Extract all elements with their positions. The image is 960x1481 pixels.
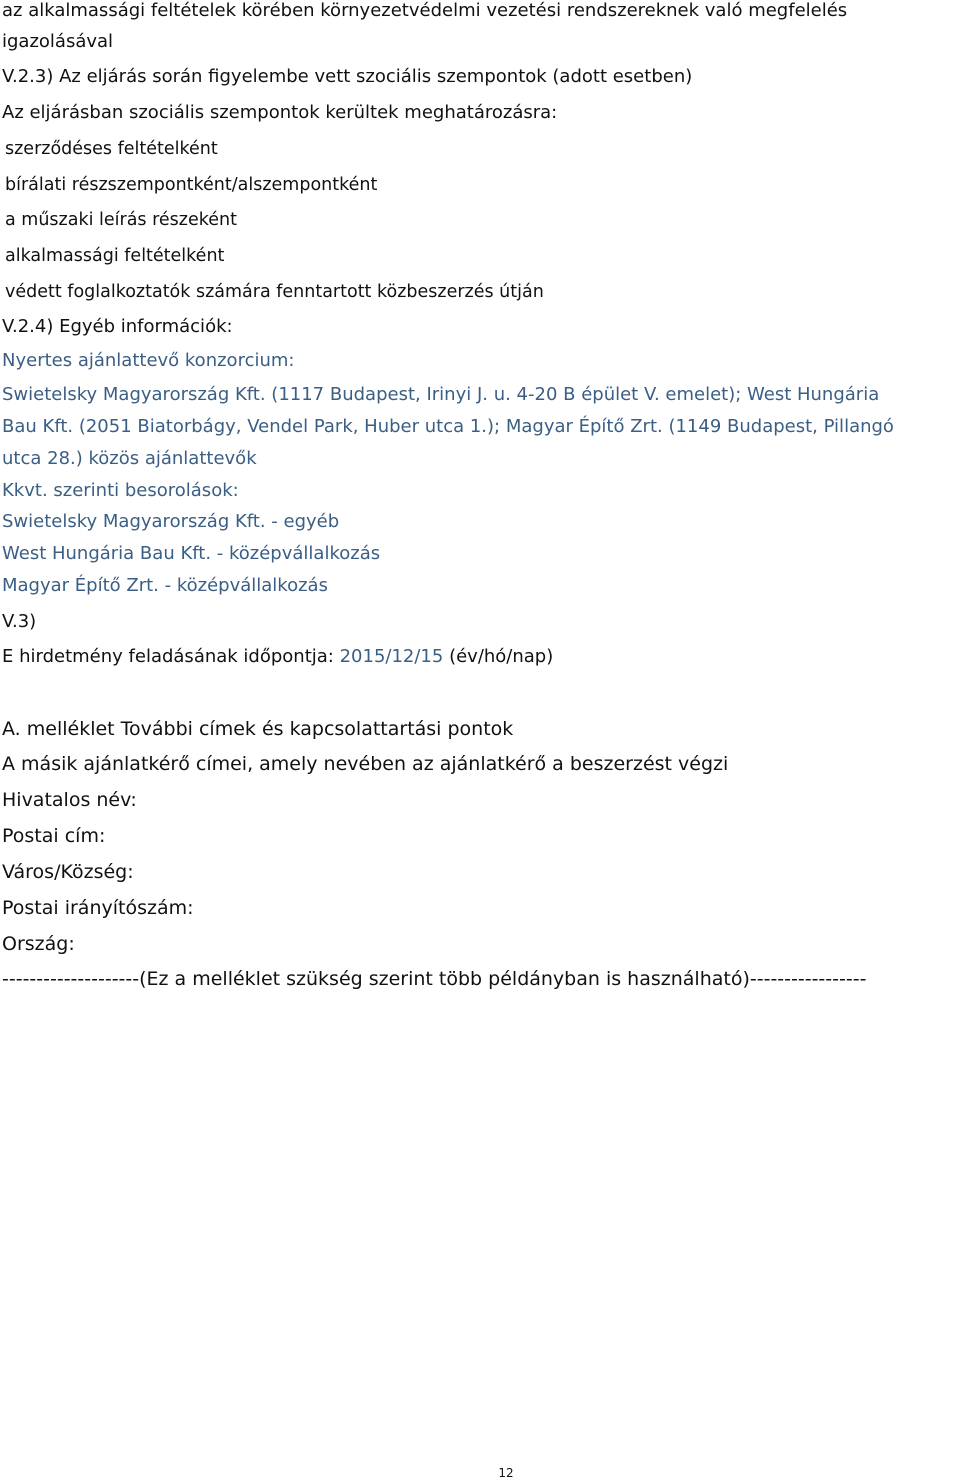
- annex-note: --------------------(Ez a melléklet szükség szerint több példányban is használható)-----------------: [2, 968, 867, 990]
- annex-title: A. melléklet További címek és kapcsolattartási pontok: [2, 718, 514, 740]
- dispatch-date: [2, 646, 553, 668]
- section-label: V.3): [2, 611, 37, 632]
- field-label: Hivatalos név:: [2, 789, 137, 811]
- text-line: V.2.3) Az eljárás során figyelembe vett szociális szempontok (adott esetben): [2, 66, 693, 87]
- section-heading: V.2.4) Egyéb információk:: [2, 316, 233, 337]
- option-line: bírálati részszempontként/alszempontként: [5, 175, 378, 195]
- option-line: alkalmassági feltételként: [5, 246, 225, 266]
- field-label: Város/Község:: [2, 861, 134, 883]
- kkvt-line: West Hungária Bau Kft. - középvállalkozás: [2, 543, 381, 564]
- text-line: igazolásával: [2, 31, 114, 52]
- date-value: 2015/12/15: [339, 646, 444, 667]
- annex-subtitle: A másik ajánlatkérő címei, amely nevében az ajánlatkérő a beszerzést végzi: [2, 753, 729, 775]
- winner-line: utca 28.) közös ajánlattevők: [2, 448, 257, 469]
- option-line: védett foglalkoztatók számára fenntartott közbeszerzés útján: [5, 282, 544, 302]
- kkvt-label: Kkvt. szerinti besorolások:: [2, 480, 239, 501]
- winner-label: Nyertes ajánlattevő konzorcium:: [2, 350, 295, 371]
- option-line: szerződéses feltételként: [5, 139, 218, 159]
- winner-line: Swietelsky Magyarország Kft. (1117 Budapest, Irinyi J. u. 4-20 B épület V. emelet); West Hungária: [2, 384, 880, 405]
- field-label: Ország:: [2, 933, 75, 955]
- kkvt-line: Magyar Építő Zrt. - középvállalkozás: [2, 575, 328, 596]
- field-label: Postai irányítószám:: [2, 897, 194, 919]
- field-label: Postai cím:: [2, 825, 106, 847]
- text-line: az alkalmassági feltételek körében környezetvédelmi vezetési rendszereknek való megfelelés: [2, 0, 848, 21]
- page-number: 12: [498, 1466, 514, 1480]
- text-line: Az eljárásban szociális szempontok kerültek meghatározásra:: [2, 102, 558, 123]
- date-suffix: (év/hó/nap): [443, 646, 554, 667]
- option-line: a műszaki leírás részeként: [5, 210, 237, 230]
- date-prefix: E hirdetmény feladásának időpontja:: [2, 646, 340, 667]
- winner-line: Bau Kft. (2051 Biatorbágy, Vendel Park, Huber utca 1.); Magyar Építő Zrt. (1149 Budapest, Pillangó: [2, 416, 894, 437]
- kkvt-line: Swietelsky Magyarország Kft. - egyéb: [2, 511, 340, 532]
